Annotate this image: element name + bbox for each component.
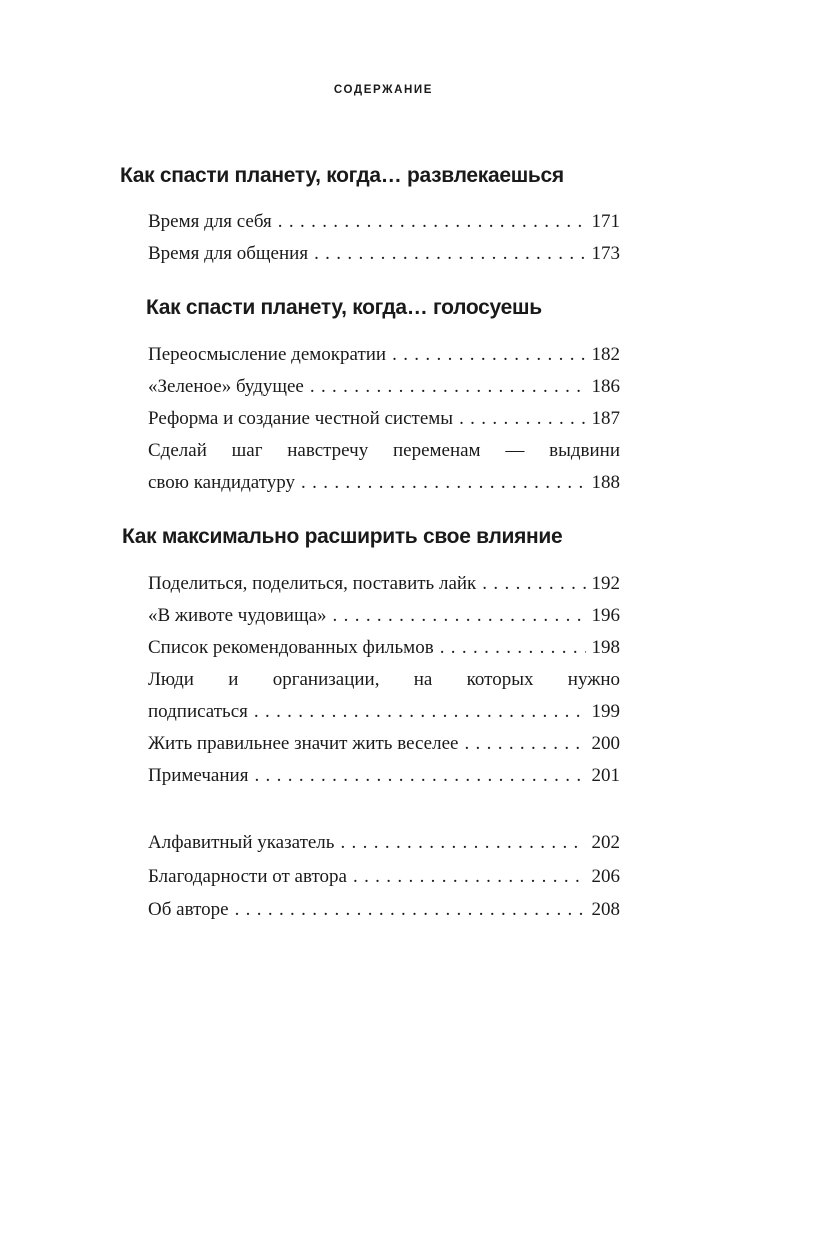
toc-entry-notes[interactable] (148, 760, 620, 792)
dot-leader (353, 861, 586, 893)
toc-entry-title-line1[interactable]: Люди и организации, на которых нужно (148, 669, 620, 690)
toc-page-number: 198 (591, 637, 620, 658)
dot-leader (254, 696, 586, 728)
toc-entry-film-list[interactable] (148, 632, 620, 664)
dot-leader (278, 206, 586, 238)
toc-entry-fair-system-reform[interactable] (148, 403, 620, 435)
toc-entry-title: Примечания (148, 765, 249, 786)
toc-entry-belly-of-beast[interactable] (148, 600, 620, 632)
toc-entry-title: Время для себя (148, 211, 272, 232)
toc-entry-title: Список рекомендованных фильмов (148, 637, 434, 658)
toc-entry-time-for-socializing[interactable] (148, 238, 620, 270)
toc-page-number: 186 (591, 376, 620, 397)
dot-leader (464, 728, 585, 760)
toc-entry-title: Благодарности от автора (148, 866, 347, 887)
dot-leader (482, 568, 585, 600)
toc-entry-run-for-office[interactable] (148, 467, 620, 499)
toc-entry-title: подписаться (148, 701, 248, 722)
dot-leader (254, 760, 585, 792)
toc-page-number: 187 (591, 408, 620, 429)
toc-entry-green-future[interactable] (148, 371, 620, 403)
toc-entry-title: Реформа и создание честной системы (148, 408, 454, 429)
dot-leader (440, 632, 586, 664)
toc-entry-subscribe[interactable] (148, 696, 620, 728)
dot-leader (333, 600, 586, 632)
dot-leader (235, 894, 586, 926)
toc-page-number: 192 (591, 573, 620, 594)
toc-entry-share-like[interactable] (148, 568, 620, 600)
toc-entry-title: Поделиться, поделиться, поставить лайк (148, 573, 477, 594)
toc-entry-title: «В животе чудовища» (148, 605, 327, 626)
toc-entry-title: «Зеленое» будущее (148, 376, 304, 397)
toc-entry-time-for-self[interactable] (148, 206, 620, 238)
dot-leader (301, 467, 585, 499)
toc-page-number: 200 (591, 733, 620, 754)
toc-page-number: 208 (591, 899, 620, 920)
toc-page-number: 173 (591, 243, 620, 264)
toc-entry-rethinking-democracy[interactable] (148, 339, 620, 371)
toc-page-number: 202 (591, 832, 620, 853)
dot-leader (392, 339, 585, 371)
section-heading-entertainment: Как спасти планету, когда… развлекаешься (120, 164, 564, 187)
toc-page-number: 206 (591, 866, 620, 887)
toc-page-number: 199 (591, 701, 620, 722)
toc-page-number: 182 (591, 344, 620, 365)
toc-entry-title: Переосмысление демократии (148, 344, 387, 365)
section-heading-voting: Как спасти планету, когда… голосуешь (146, 296, 542, 319)
toc-entry-index[interactable] (148, 827, 620, 859)
toc-entry-acknowledgements[interactable] (148, 861, 620, 893)
toc-entry-title: Алфавитный указатель (148, 832, 335, 853)
toc-page-number: 188 (591, 472, 620, 493)
toc-entry-title-line1[interactable]: Сделай шаг навстречу переменам — выдвини (148, 440, 620, 461)
toc-entry-title: Жить правильнее значит жить веселее (148, 733, 459, 754)
dot-leader (314, 238, 585, 270)
dot-leader (459, 403, 585, 435)
toc-entry-title: свою кандидатуру (148, 472, 296, 493)
dot-leader (340, 827, 585, 859)
toc-entry-title: Время для общения (148, 243, 309, 264)
toc-entry-live-better[interactable] (148, 728, 620, 760)
section-heading-influence: Как максимально расширить свое влияние (122, 525, 563, 548)
dot-leader (310, 371, 586, 403)
toc-page-number: 171 (591, 211, 620, 232)
toc-page-number: 201 (591, 765, 620, 786)
toc-entry-about-author[interactable] (148, 894, 620, 926)
running-head: СОДЕРЖАНИЕ (333, 84, 434, 96)
toc-page-number: 196 (591, 605, 620, 626)
toc-entry-title: Об авторе (148, 899, 229, 920)
